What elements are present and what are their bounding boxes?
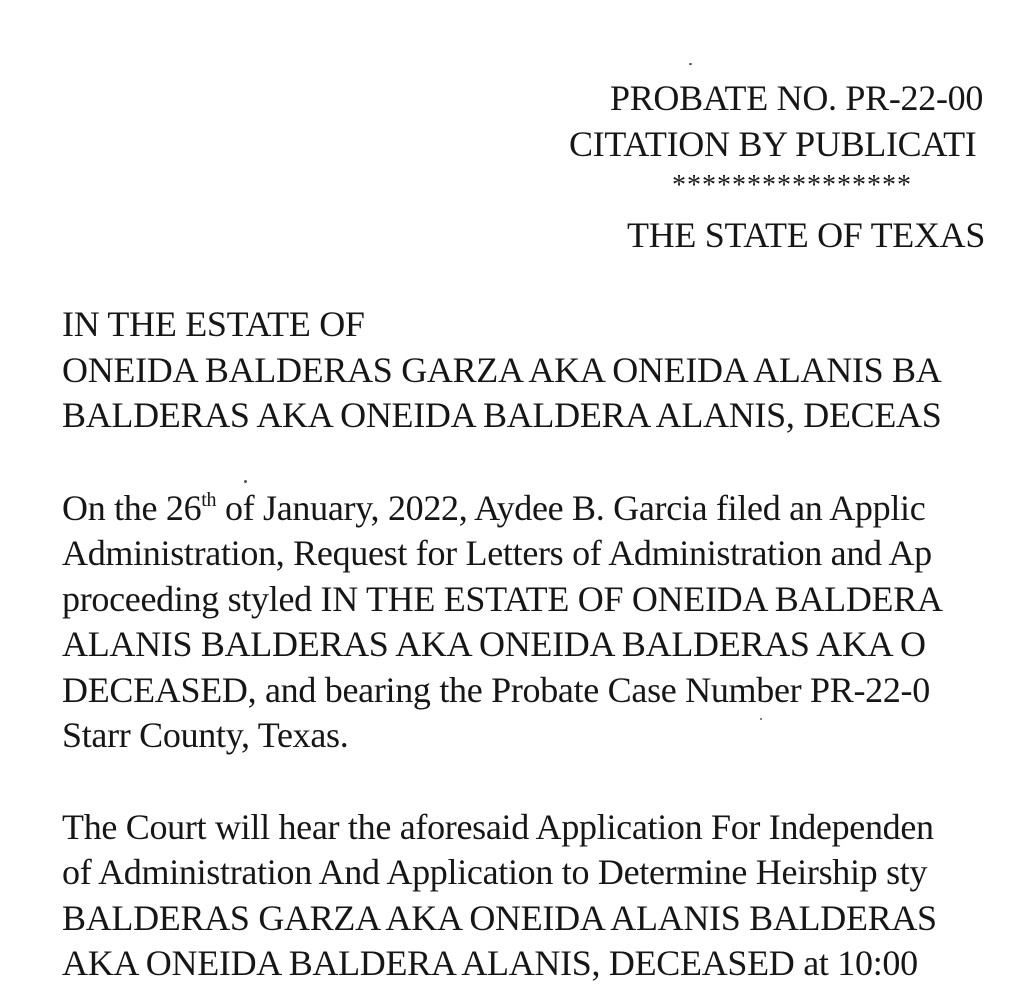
paragraph-1-line-2: Administration, Request for Letters of Administration and Ap bbox=[62, 533, 932, 573]
paragraph-2-line-2: of Administration And Application to Determine Heirship sty bbox=[62, 852, 928, 892]
paragraph-1-line-1-pre: On the 26 bbox=[62, 488, 202, 528]
scan-speck bbox=[689, 63, 692, 65]
paragraph-2-line-3: BALDERAS GARZA AKA ONEIDA ALANIS BALDERAS bbox=[62, 898, 937, 938]
paragraph-2-line-4: AKA ONEIDA BALDERA ALANIS, DECEASED at 10:00 bbox=[62, 943, 918, 983]
estate-caption-line-1: IN THE ESTATE OF bbox=[62, 304, 365, 344]
paragraph-1-line-1-post: of January, 2022, Aydee B. Garcia filed an Applic bbox=[216, 488, 926, 528]
scan-speck bbox=[244, 480, 247, 483]
scan-speck bbox=[760, 718, 762, 720]
paragraph-1-line-6: Starr County, Texas. bbox=[62, 715, 349, 755]
paragraph-1-line-5: DECEASED, and bearing the Probate Case Number PR-22-0 bbox=[62, 670, 930, 710]
estate-caption-line-2: ONEIDA BALDERAS GARZA AKA ONEIDA ALANIS BA bbox=[62, 350, 942, 390]
citation-heading: CITATION BY PUBLICATI bbox=[569, 124, 977, 164]
ordinal-suffix: th bbox=[201, 489, 217, 511]
paragraph-1-line-3: proceeding styled IN THE ESTATE OF ONEIDA BALDERA bbox=[62, 579, 943, 619]
paragraph-1-line-4: ALANIS BALDERAS AKA ONEIDA BALDERAS AKA O bbox=[62, 624, 926, 664]
state-heading: THE STATE OF TEXAS bbox=[627, 215, 986, 255]
estate-caption-line-3: BALDERAS AKA ONEIDA BALDERA ALANIS, DECEAS bbox=[62, 395, 942, 435]
separator-stars: **************** bbox=[672, 170, 912, 201]
paragraph-2-line-1: The Court will hear the aforesaid Application For Independen bbox=[62, 807, 934, 847]
probate-number: PROBATE NO. PR-22-00 bbox=[610, 78, 984, 118]
paragraph-1-line-1 bbox=[62, 490, 925, 526]
